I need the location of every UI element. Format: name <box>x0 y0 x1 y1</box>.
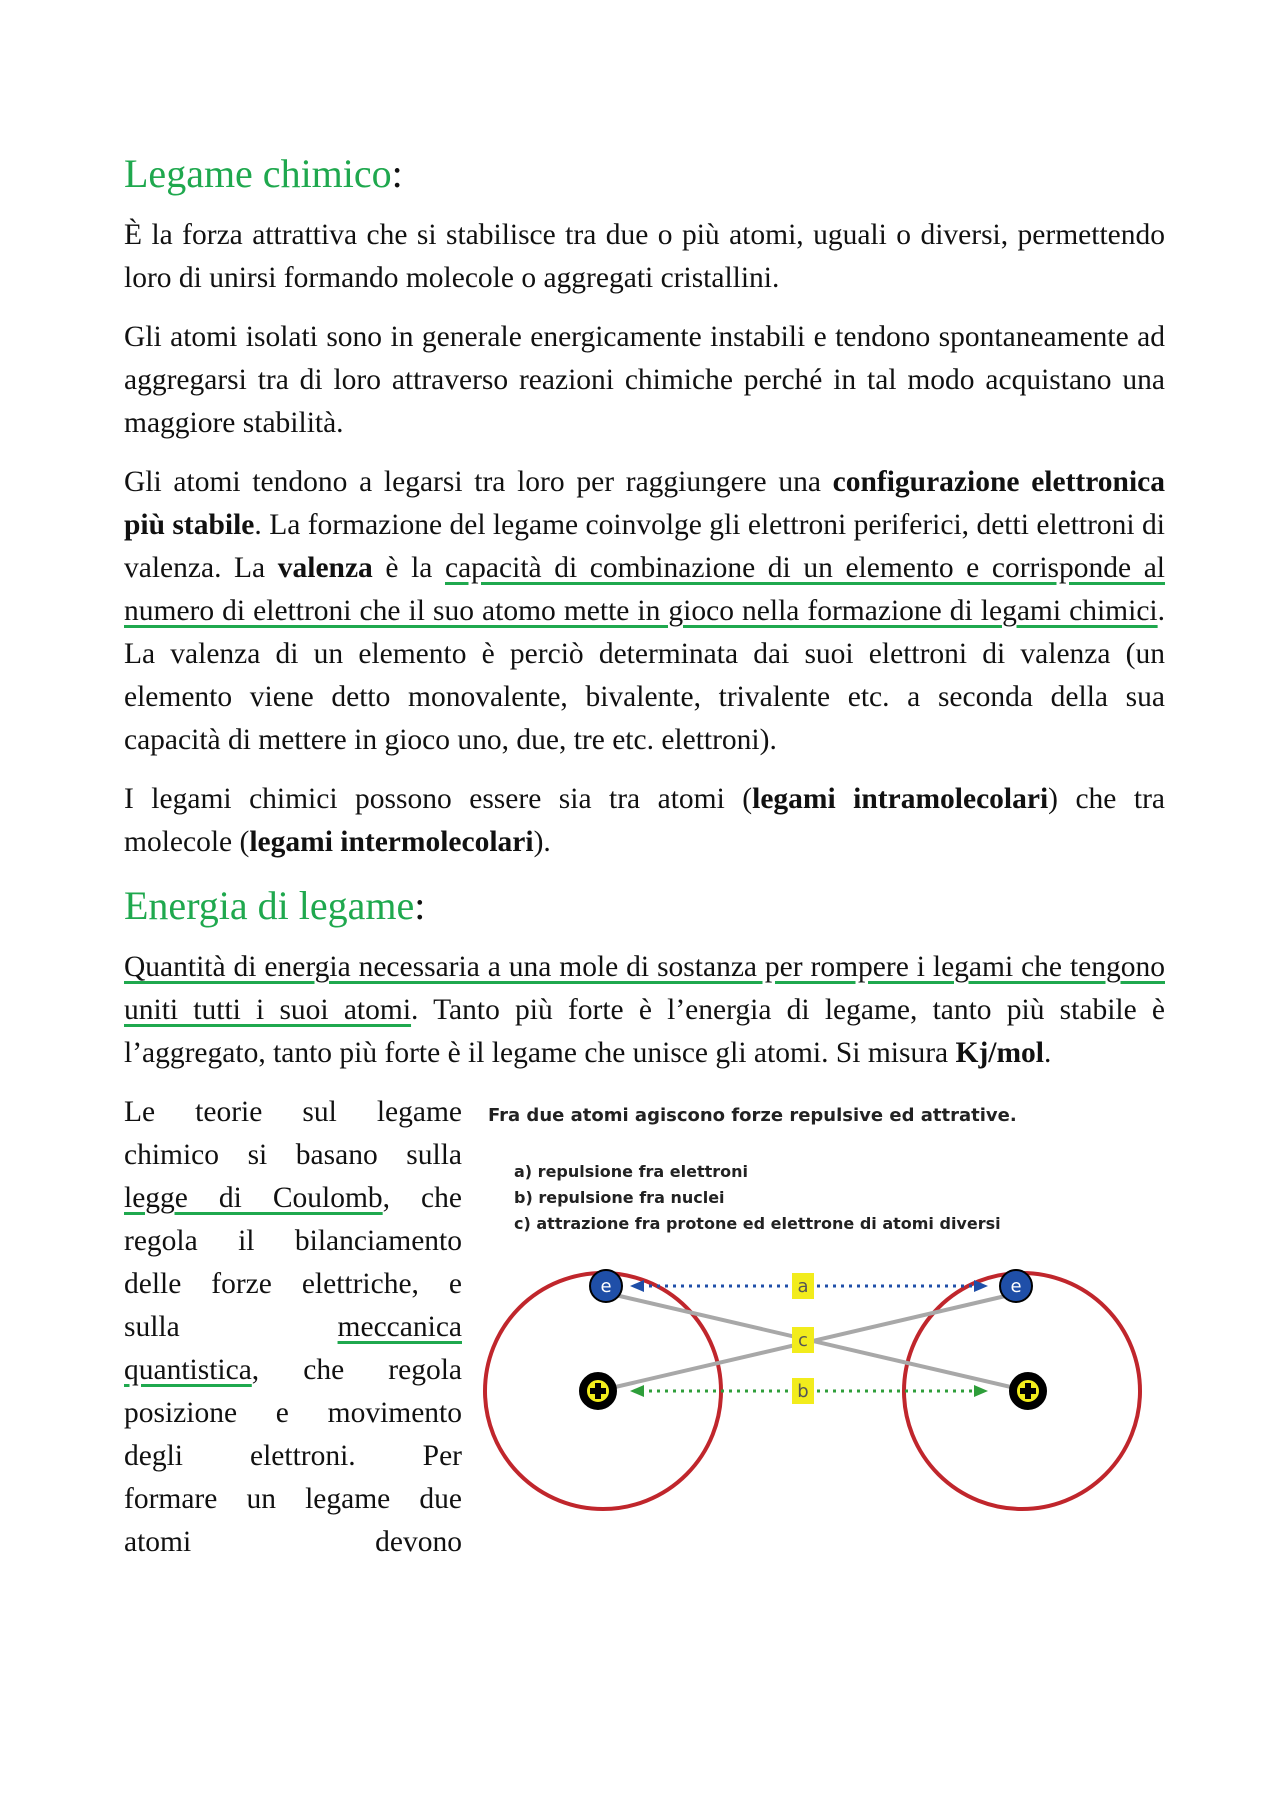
section-title-energia-di-legame: Energia di legame: <box>124 883 426 928</box>
paragraph-bond-types: I legami chimici possono essere sia tra atomi (legami intramolecolari) che tra molecole (legami intermolecolari). <box>124 783 1166 858</box>
label-c: c <box>798 1330 808 1351</box>
svg-text:e: e <box>600 1276 612 1297</box>
theory-row <box>124 1091 1165 1564</box>
coulomb-law-link[interactable]: legge di Coulomb <box>124 1182 383 1214</box>
svg-text:e: e <box>1010 1276 1022 1297</box>
label-a: a <box>797 1276 809 1297</box>
paragraph-stability: Gli atomi isolati sono in generale energicamente instabili e tendono spontaneamente ad aggregarsi tra di loro attraverso reazioni chimiche perché in tal modo acquistano una maggiore stabilità. <box>124 321 1165 439</box>
bond-energy-definition-highlight: Quantità di energia necessaria a una mole di sostanza per rompere i legami che tengono uniti tutti i suoi atomi <box>124 951 1165 1026</box>
quantum-mechanics-link-cont[interactable]: quantistica <box>124 1354 252 1386</box>
figure-item-b: b) repulsione fra nuclei <box>514 1188 725 1207</box>
theory-column-text: Le teorie sul legame chimico si basano sulla legge di Coulomb, che regola il bilanciamento delle forze elettriche, e sulla meccanica quantistica, che regola posizione e movimento degli elettroni. Per formare un legame due atomi devono <box>124 1096 462 1558</box>
valence-definition-highlight: capacità di combinazione di un elemento e corrisponde al numero di elettroni che il suo atomo mette in gioco nella formazione di legami chimici <box>124 552 1166 627</box>
atomic-forces-diagram <box>476 1091 1166 1551</box>
arrow-head-right-green <box>974 1385 988 1397</box>
paragraph-bond-energy: Quantità di energia necessaria a una mole di sostanza per rompere i legami che tengono uniti tutti i suoi atomi. Tanto più forte è l’energia di legame, tanto più stabile è l’aggregato, tanto più forte è il legame che unisce gli atomi. Si misura Kj/mol. <box>124 951 1165 1069</box>
figure-item-c: c) attrazione fra protone ed elettrone di atomi diversi <box>514 1214 1001 1233</box>
section-title-legame-chimico: Legame chimico: <box>124 151 403 196</box>
paragraph-valence: Gli atomi tendono a legarsi tra loro per raggiungere una configurazione elettronica più stabile. La formazione del legame coinvolge gli elettroni periferici, detti elettroni di valenza. La valenza è la capacità di combinazione di un elemento e corrisponde al numero di elettroni che il suo atomo mette in gioco nella formazione di legami chimici. La valenza di un elemento è perciò determinata dai suoi elettroni di valenza (un elemento viene detto monovalente, bivalente, trivalente etc. a seconda della sua capacità di mettere in gioco uno, due, tre etc. elettroni). <box>124 466 1166 756</box>
label-b: b <box>797 1381 809 1402</box>
right-nucleus <box>1013 1376 1043 1406</box>
atomic-forces-figure <box>476 1091 1166 1551</box>
attraction-line-1 <box>611 1294 1028 1391</box>
paragraph-definition: È la forza attrattiva che si stabilisce tra due o più atomi, uguali o diversi, permettendo loro di unirsi formando molecole o aggregati cristallini. <box>124 219 1165 294</box>
figure-title: Fra due atomi agiscono forze repulsive ed attrative. <box>488 1105 1017 1126</box>
left-nucleus <box>583 1376 613 1406</box>
arrow-head-left-blue <box>630 1280 644 1292</box>
figure-item-a: a) repulsione fra elettroni <box>514 1162 749 1181</box>
quantum-mechanics-link[interactable]: meccanica <box>337 1311 462 1343</box>
arrow-head-left-green <box>630 1385 644 1397</box>
